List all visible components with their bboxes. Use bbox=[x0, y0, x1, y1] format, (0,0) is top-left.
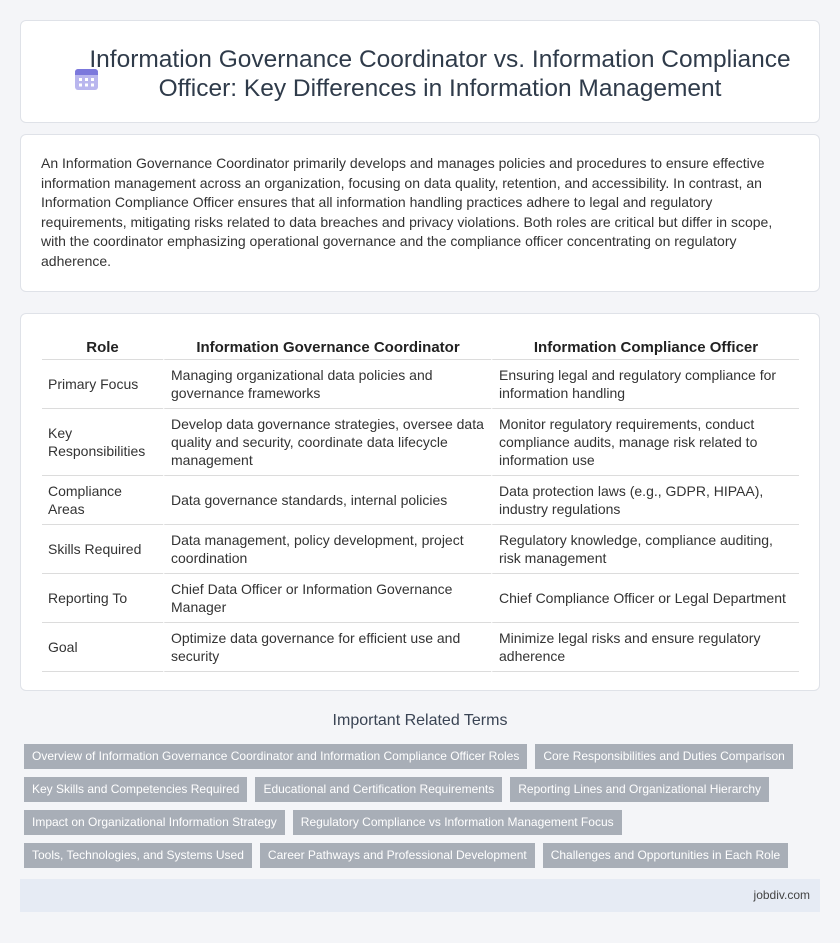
row-label: Compliance Areas bbox=[42, 476, 163, 525]
coordinator-cell: Data management, policy development, project coordination bbox=[163, 525, 491, 574]
intro-paragraph: An Information Governance Coordinator primarily develops and manages policies and procedures to ensure effective information management across an organization, focusing on data quality, retention, and accessibility. In contrast, an Information Compliance Officer ensures that all information handling practices adhere to legal and regulatory requirements, mitigating risks related to data breaches and privacy violations. Both roles are critical but differ in scope, with the coordinator emphasizing operational governance and the compliance officer concentrating on regulatory adherence. bbox=[41, 155, 773, 269]
table-row bbox=[42, 574, 799, 623]
related-terms-list bbox=[24, 744, 804, 876]
tag-row bbox=[24, 843, 804, 868]
officer-cell: Data protection laws (e.g., GDPR, HIPAA), industry regulations bbox=[491, 476, 799, 525]
table-header-row bbox=[42, 334, 799, 360]
table-row bbox=[42, 360, 799, 409]
related-term-tag[interactable]: Key Skills and Competencies Required bbox=[24, 777, 247, 802]
related-term-tag[interactable]: Regulatory Compliance vs Information Management Focus bbox=[293, 810, 622, 835]
footer bbox=[20, 879, 820, 912]
coordinator-cell: Optimize data governance for efficient use and security bbox=[163, 623, 491, 672]
officer-cell: Chief Compliance Officer or Legal Department bbox=[491, 574, 799, 623]
coordinator-cell: Managing organizational data policies and governance frameworks bbox=[163, 360, 491, 409]
officer-cell: Regulatory knowledge, compliance auditing, risk management bbox=[491, 525, 799, 574]
intro-card bbox=[20, 134, 820, 292]
related-term-tag[interactable]: Tools, Technologies, and Systems Used bbox=[24, 843, 252, 868]
related-term-tag[interactable]: Career Pathways and Professional Development bbox=[260, 843, 535, 868]
table-row bbox=[42, 409, 799, 476]
related-term-tag[interactable]: Reporting Lines and Organizational Hierarchy bbox=[510, 777, 769, 802]
header-officer: Information Compliance Officer bbox=[491, 334, 799, 360]
header-role: Role bbox=[42, 334, 163, 360]
header-coordinator: Information Governance Coordinator bbox=[163, 334, 491, 360]
title-card bbox=[20, 20, 820, 123]
coordinator-cell: Chief Data Officer or Information Governance Manager bbox=[163, 574, 491, 623]
related-term-tag[interactable]: Educational and Certification Requirements bbox=[255, 777, 502, 802]
row-label: Primary Focus bbox=[42, 360, 163, 409]
table-row bbox=[42, 525, 799, 574]
related-term-tag[interactable]: Core Responsibilities and Duties Comparison bbox=[535, 744, 792, 769]
tag-row bbox=[24, 744, 804, 769]
coordinator-cell: Develop data governance strategies, oversee data quality and security, coordinate data lifecycle management bbox=[163, 409, 491, 476]
related-term-tag[interactable]: Overview of Information Governance Coordinator and Information Compliance Officer Roles bbox=[24, 744, 527, 769]
row-label: Goal bbox=[42, 623, 163, 672]
row-label: Key Responsibilities bbox=[42, 409, 163, 476]
officer-cell: Monitor regulatory requirements, conduct compliance audits, manage risk related to information use bbox=[491, 409, 799, 476]
footer-site-link[interactable]: jobdiv.com bbox=[753, 888, 810, 902]
related-term-tag[interactable]: Impact on Organizational Information Strategy bbox=[24, 810, 285, 835]
related-term-tag[interactable]: Challenges and Opportunities in Each Role bbox=[543, 843, 788, 868]
row-label: Skills Required bbox=[42, 525, 163, 574]
table-row bbox=[42, 623, 799, 672]
officer-cell: Ensuring legal and regulatory compliance for information handling bbox=[491, 360, 799, 409]
comparison-card bbox=[20, 313, 820, 691]
row-label: Reporting To bbox=[42, 574, 163, 623]
table-row bbox=[42, 476, 799, 525]
tag-row bbox=[24, 777, 804, 802]
officer-cell: Minimize legal risks and ensure regulatory adherence bbox=[491, 623, 799, 672]
page-title: Information Governance Coordinator vs. Information Compliance Officer: Key Differences in Information Management bbox=[89, 46, 791, 102]
tag-row bbox=[24, 810, 804, 835]
coordinator-cell: Data governance standards, internal policies bbox=[163, 476, 491, 525]
comparison-table bbox=[42, 334, 799, 672]
related-terms-title: Important Related Terms bbox=[332, 712, 508, 729]
